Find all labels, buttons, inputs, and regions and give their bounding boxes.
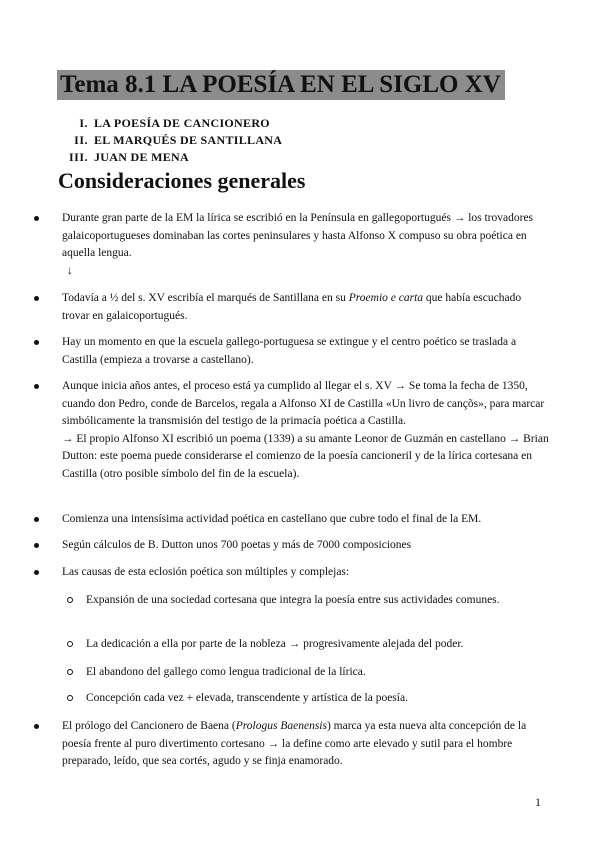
page-number: 1	[535, 795, 541, 809]
bullet-icon	[34, 543, 39, 548]
toc-item	[50, 149, 282, 166]
bullet-icon	[34, 296, 39, 301]
list-item-text: Durante gran parte de la EM la lírica se escribió en la Península en gallegoportugués → los trovadores galaicoportugueses dominaban las cortes peninsulares y hasta Alfonso X compuso su obra poética en aquella lengua.	[62, 212, 534, 260]
bullet-icon	[34, 384, 39, 389]
list-item-text: que había escuchado trovar en galaicoportugués.	[62, 292, 522, 322]
list-item-text: ) marca ya esta nueva alta concepción de la poesía frente al puro divertimento cortesano → la define como arte elevado y sutil para el hombre preparado, leído, que sea cortés, agudo y se finja enamorado.	[62, 720, 527, 768]
bullet-icon	[34, 570, 39, 575]
toc-number: III.	[68, 150, 88, 164]
list-item-text: Aunque inicia años antes, el proceso está ya cumplido al llegar el s. XV → Se toma la fecha de 1350, cuando don Pedro, conde de Barcelos, regala a Alfonso XI de Castilla «Un livro de cançõs», para marcar simbólicamente la transmisión del testigo de la primacía poética a Castilla.	[62, 380, 545, 428]
list-item	[62, 718, 550, 771]
list-item	[62, 334, 550, 369]
list-item	[62, 210, 550, 280]
toc-number: I.	[79, 116, 88, 130]
sub-list-item-text: Concepción cada vez + elevada, transcendente y artística de la poesía.	[86, 692, 408, 704]
down-arrow-icon: ↓	[67, 264, 73, 277]
list-item	[62, 511, 550, 529]
list-item-continuation: → El propio Alfonso XI escribió un poema (1339) a su amante Leonor de Guzmán en castellano → Brian Dutton: este poema puede considerarse el comienzo de la poesía cancioneril y de la lírica cortesana en Castilla (otro posible símbolo del fin de la escuela).	[62, 432, 549, 480]
circle-bullet-icon	[67, 695, 73, 701]
work-title: Prologus Baenensis	[235, 720, 327, 732]
work-title: Proemio e carta	[348, 292, 424, 304]
toc-label: EL MARQUÉS DE SANTILLANA	[94, 133, 283, 147]
list-item-text: Todavía a ½ del s. XV escribía el marqués de Santillana en su	[62, 292, 349, 304]
bullet-icon	[34, 724, 39, 729]
toc-label: LA POESÍA DE CANCIONERO	[94, 116, 270, 130]
sub-list-item	[86, 690, 536, 708]
circle-bullet-icon	[67, 597, 73, 603]
list-item-text: Según cálculos de B. Dutton unos 700 poetas y más de 7000 composiciones	[62, 539, 412, 551]
sub-list-item-text: Expansión de una sociedad cortesana que integra la poesía entre sus actividades comunes.	[86, 594, 500, 606]
table-of-contents	[50, 115, 282, 166]
list-item-text: Las causas de esta eclosión poética son múltiples y complejas:	[62, 566, 350, 578]
toc-item	[50, 115, 282, 132]
sub-list-item	[86, 592, 536, 610]
sub-list-item	[86, 664, 536, 682]
toc-label: JUAN DE MENA	[94, 150, 189, 164]
bullet-icon	[34, 216, 39, 221]
list-item	[62, 537, 550, 555]
toc-item	[50, 132, 282, 149]
sub-list-item	[86, 636, 536, 654]
bullet-icon	[34, 340, 39, 345]
list-item	[62, 564, 550, 582]
list-item-text: Comienza una intensísima actividad poética en castellano que cubre todo el final de la EM.	[62, 513, 482, 525]
list-item-text: Hay un momento en que la escuela gallego-portuguesa se extingue y el centro poético se traslada a Castilla (empieza a trovarse a castellano).	[62, 336, 517, 366]
circle-bullet-icon	[67, 669, 73, 675]
list-item	[62, 290, 550, 325]
sub-list-item-text: El abandono del gallego como lengua tradicional de la lírica.	[86, 666, 366, 678]
section-heading: Consideraciones generales	[58, 168, 306, 193]
page-title: Tema 8.1 LA POESÍA EN EL SIGLO XV	[57, 70, 505, 100]
list-item-text: El prólogo del Cancionero de Baena (	[62, 720, 236, 732]
toc-number: II.	[74, 133, 88, 147]
circle-bullet-icon	[67, 641, 73, 647]
sub-list-item-text: La dedicación a ella por parte de la nobleza → progresivamente alejada del poder.	[86, 638, 464, 650]
list-item	[62, 378, 550, 484]
bullet-icon	[34, 517, 39, 522]
